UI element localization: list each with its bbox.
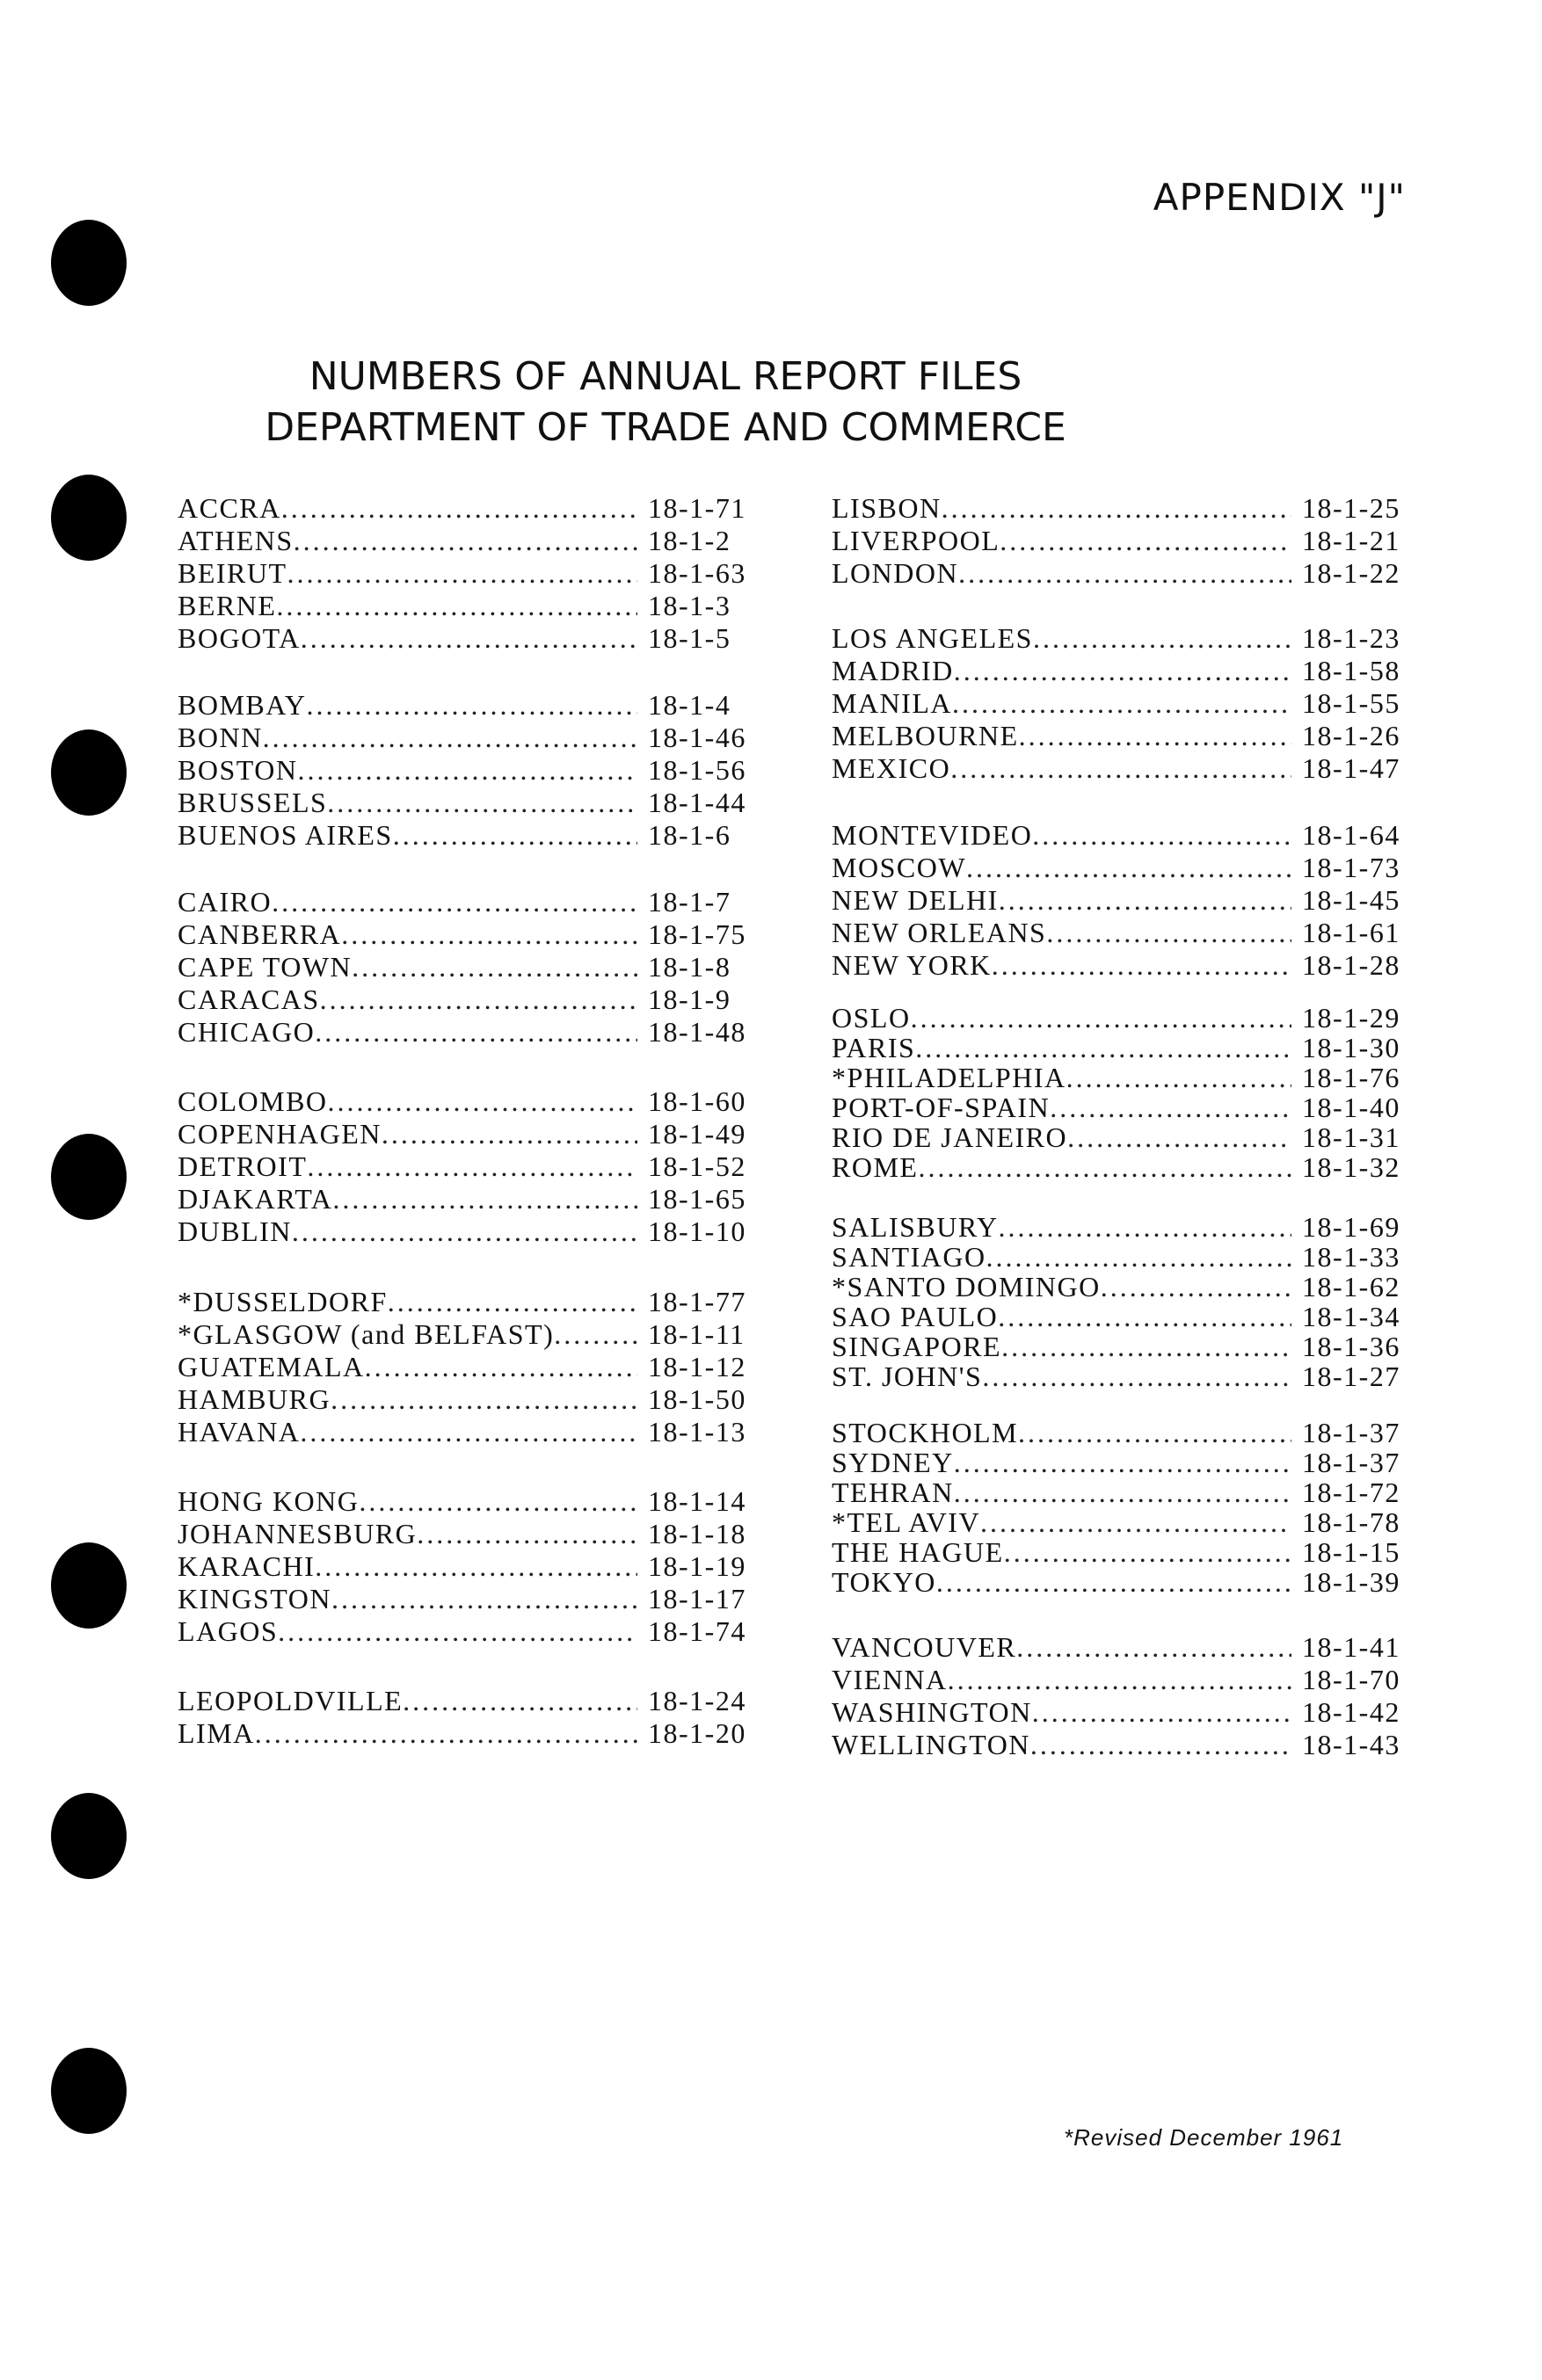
dot-leader	[276, 590, 637, 622]
file-number: 18-1-74	[648, 1615, 746, 1647]
file-number: 18-1-39	[1302, 1566, 1400, 1598]
city-name: *DUSSELDORF	[178, 1286, 388, 1317]
dot-leader	[1067, 1121, 1291, 1154]
dot-leader	[341, 918, 637, 951]
city-name: NEW DELHI	[832, 884, 999, 916]
file-number: 18-1-64	[1302, 819, 1400, 851]
file-number: 18-1-69	[1302, 1211, 1400, 1243]
city-name: SALISBURY	[832, 1211, 999, 1243]
binder-hole	[51, 2048, 127, 2134]
city-name: LAGOS	[178, 1615, 279, 1647]
list-item	[832, 720, 1407, 751]
city-name: *TEL AVIV	[832, 1506, 981, 1538]
file-number: 18-1-12	[648, 1351, 746, 1382]
dot-leader	[999, 884, 1291, 917]
file-number: 18-1-71	[648, 492, 746, 524]
list-item	[178, 1583, 753, 1614]
file-number: 18-1-13	[648, 1416, 746, 1448]
dot-leader	[1019, 720, 1291, 752]
list-item	[832, 1566, 1407, 1598]
city-name: TEHRAN	[832, 1477, 954, 1508]
city-name: BEIRUT	[178, 557, 287, 589]
list-item	[832, 1301, 1407, 1332]
list-item	[832, 1032, 1407, 1063]
city-name: VIENNA	[832, 1664, 948, 1695]
title-line-2: DEPARTMENT OF TRADE AND COMMERCE	[265, 405, 1066, 450]
list-item	[178, 1416, 753, 1448]
dot-leader	[982, 1361, 1291, 1393]
file-number: 18-1-24	[648, 1685, 746, 1716]
dot-leader	[315, 1550, 637, 1583]
file-number: 18-1-56	[648, 754, 746, 786]
city-name: WASHINGTON	[832, 1696, 1032, 1728]
list-item	[832, 819, 1407, 851]
dot-leader	[1050, 1092, 1291, 1124]
file-number: 18-1-22	[1302, 557, 1400, 589]
file-number: 18-1-18	[648, 1518, 746, 1549]
dot-leader	[263, 722, 637, 754]
list-item	[178, 918, 753, 950]
list-item	[832, 1121, 1407, 1153]
city-name: MOSCOW	[832, 852, 967, 883]
list-item	[178, 1318, 753, 1350]
file-number: 18-1-30	[1302, 1032, 1400, 1063]
list-item	[832, 1062, 1407, 1093]
file-number: 18-1-23	[1302, 622, 1400, 654]
binder-hole	[51, 220, 127, 306]
dot-leader	[328, 1085, 637, 1118]
dot-leader	[393, 819, 637, 852]
dot-leader	[952, 687, 1291, 720]
list-item	[178, 1685, 753, 1716]
dot-leader	[998, 1301, 1291, 1333]
dot-leader	[272, 886, 637, 918]
list-item	[178, 1717, 753, 1749]
list-item	[832, 492, 1407, 524]
city-name: MEXICO	[832, 752, 951, 784]
city-name: LISBON	[832, 492, 942, 524]
dot-leader	[1032, 1696, 1291, 1729]
file-number: 18-1-42	[1302, 1696, 1400, 1728]
revision-footnote: *Revised December 1961	[1064, 2124, 1344, 2151]
dot-leader	[292, 1215, 637, 1248]
file-number: 18-1-65	[648, 1183, 746, 1215]
list-item	[178, 1518, 753, 1549]
list-item	[832, 1002, 1407, 1034]
file-number: 18-1-5	[648, 622, 731, 654]
city-name: ROME	[832, 1151, 919, 1183]
city-name: CHICAGO	[178, 1016, 316, 1048]
dot-leader	[915, 1032, 1291, 1064]
list-item	[832, 687, 1407, 719]
file-number: 18-1-29	[1302, 1002, 1400, 1034]
dot-leader	[954, 1477, 1291, 1509]
file-number: 18-1-17	[648, 1583, 746, 1614]
city-name: STOCKHOLM	[832, 1417, 1019, 1448]
file-number: 18-1-7	[648, 886, 731, 918]
city-name: NEW ORLEANS	[832, 917, 1047, 948]
city-name: *SANTO DOMINGO	[832, 1271, 1101, 1302]
file-number: 18-1-2	[648, 525, 731, 556]
city-name: TOKYO	[832, 1566, 936, 1598]
city-name: JOHANNESBURG	[178, 1518, 418, 1549]
file-number: 18-1-62	[1302, 1271, 1400, 1302]
city-name: DUBLIN	[178, 1215, 292, 1247]
city-name: DJAKARTA	[178, 1183, 333, 1215]
dot-leader	[365, 1351, 637, 1383]
list-item	[178, 819, 753, 851]
list-item	[178, 1183, 753, 1215]
dot-leader	[331, 1583, 637, 1615]
list-item	[832, 1092, 1407, 1123]
city-name: LOS ANGELES	[832, 622, 1033, 654]
dot-leader	[320, 983, 637, 1016]
file-number: 18-1-72	[1302, 1477, 1400, 1508]
dot-leader	[1001, 1331, 1291, 1363]
file-number: 18-1-10	[648, 1215, 746, 1247]
list-item	[832, 752, 1407, 784]
dot-leader	[382, 1118, 637, 1150]
dot-leader	[287, 557, 637, 590]
file-number: 18-1-3	[648, 590, 731, 621]
list-item	[832, 1331, 1407, 1362]
city-name: MELBOURNE	[832, 720, 1019, 751]
file-number: 18-1-15	[1302, 1536, 1400, 1568]
city-name: ATHENS	[178, 525, 294, 556]
dot-leader	[300, 1416, 637, 1448]
list-item	[832, 1631, 1407, 1663]
city-name: CANBERRA	[178, 918, 342, 950]
city-name: COPENHAGEN	[178, 1118, 382, 1150]
file-number: 18-1-6	[648, 819, 731, 851]
dot-leader	[980, 1506, 1291, 1539]
city-name: HAVANA	[178, 1416, 301, 1448]
dot-leader	[417, 1518, 637, 1550]
file-number: 18-1-76	[1302, 1062, 1400, 1093]
city-name: LIVERPOOL	[832, 525, 1000, 556]
dot-leader	[911, 1002, 1291, 1034]
city-name: *PHILADELPHIA	[832, 1062, 1066, 1093]
city-name: MONTEVIDEO	[832, 819, 1033, 851]
list-item	[178, 722, 753, 753]
list-item	[832, 525, 1407, 556]
city-name: KINGSTON	[178, 1583, 331, 1614]
list-item	[832, 1477, 1407, 1508]
city-name: ST. JOHN'S	[832, 1361, 983, 1392]
file-number: 18-1-52	[648, 1150, 746, 1182]
list-item	[832, 1664, 1407, 1695]
city-name: VANCOUVER	[832, 1631, 1017, 1663]
file-number: 18-1-33	[1302, 1241, 1400, 1273]
dot-leader	[918, 1151, 1291, 1184]
binder-hole	[51, 729, 127, 816]
dot-leader	[1030, 1729, 1291, 1761]
city-name: BOSTON	[178, 754, 298, 786]
file-number: 18-1-40	[1302, 1092, 1400, 1123]
list-item	[178, 689, 753, 721]
dot-leader	[936, 1566, 1291, 1599]
dot-leader	[297, 754, 637, 787]
dot-leader	[307, 689, 637, 722]
list-item	[832, 884, 1407, 916]
list-item	[832, 1361, 1407, 1392]
city-name: LEOPOLDVILLE	[178, 1685, 404, 1716]
file-number: 18-1-78	[1302, 1506, 1400, 1538]
city-name: PORT-OF-SPAIN	[832, 1092, 1051, 1123]
dot-leader	[942, 492, 1291, 525]
list-item	[178, 1351, 753, 1382]
dot-leader	[966, 852, 1291, 884]
file-number: 18-1-25	[1302, 492, 1400, 524]
list-item	[832, 1211, 1407, 1243]
list-item	[832, 1151, 1407, 1183]
city-name: SINGAPORE	[832, 1331, 1002, 1362]
dot-leader	[948, 1664, 1291, 1696]
dot-leader	[1004, 1536, 1291, 1569]
file-number: 18-1-20	[648, 1717, 746, 1749]
city-name: OSLO	[832, 1002, 911, 1034]
file-number: 18-1-34	[1302, 1301, 1400, 1332]
dot-leader	[986, 1241, 1291, 1273]
list-item	[832, 655, 1407, 686]
list-item	[832, 1271, 1407, 1302]
city-name: SANTIAGO	[832, 1241, 986, 1273]
list-item	[832, 1729, 1407, 1760]
file-number: 18-1-55	[1302, 687, 1400, 719]
city-name: BRUSSELS	[178, 787, 328, 818]
list-item	[178, 886, 753, 918]
dot-leader	[332, 1183, 637, 1215]
city-name: RIO DE JANEIRO	[832, 1121, 1068, 1153]
dot-leader	[1066, 1062, 1291, 1094]
city-name: DETROIT	[178, 1150, 308, 1182]
file-number: 18-1-26	[1302, 720, 1400, 751]
list-item	[832, 852, 1407, 883]
dot-leader	[954, 655, 1291, 687]
file-number: 18-1-21	[1302, 525, 1400, 556]
dot-leader	[255, 1717, 637, 1750]
appendix-heading: APPENDIX "J"	[1153, 176, 1406, 219]
dot-leader	[992, 949, 1291, 982]
dot-leader	[1101, 1271, 1291, 1303]
city-name: MADRID	[832, 655, 954, 686]
dot-leader	[1032, 819, 1291, 852]
binder-hole	[51, 1134, 127, 1220]
city-name: SAO PAULO	[832, 1301, 999, 1332]
list-item	[178, 492, 753, 524]
dot-leader	[950, 752, 1291, 785]
list-item	[178, 1550, 753, 1582]
list-item	[178, 590, 753, 621]
file-number: 18-1-75	[648, 918, 746, 950]
list-item	[832, 1417, 1407, 1448]
list-item	[178, 525, 753, 556]
file-number: 18-1-14	[648, 1485, 746, 1517]
binder-hole	[51, 1542, 127, 1629]
list-item	[178, 951, 753, 983]
binder-hole	[51, 1793, 127, 1879]
city-name: COLOMBO	[178, 1085, 328, 1117]
city-name: CAPE TOWN	[178, 951, 353, 983]
file-number: 18-1-44	[648, 787, 746, 818]
city-name: BERNE	[178, 590, 277, 621]
list-item	[178, 557, 753, 589]
list-item	[832, 949, 1407, 981]
file-number: 18-1-27	[1302, 1361, 1400, 1392]
dot-leader	[307, 1150, 637, 1183]
list-item	[178, 1485, 753, 1517]
list-item	[832, 622, 1407, 654]
city-name: GUATEMALA	[178, 1351, 365, 1382]
dot-leader	[388, 1286, 637, 1318]
dot-leader	[954, 1447, 1291, 1479]
city-name: KARACHI	[178, 1550, 316, 1582]
file-number: 18-1-31	[1302, 1121, 1400, 1153]
dot-leader	[301, 622, 637, 655]
dot-leader	[352, 951, 637, 983]
file-number: 18-1-45	[1302, 884, 1400, 916]
list-item	[178, 754, 753, 786]
file-number: 18-1-28	[1302, 949, 1400, 981]
city-name: BUENOS AIRES	[178, 819, 393, 851]
list-item	[178, 1286, 753, 1317]
list-item	[832, 1696, 1407, 1728]
list-item	[178, 1383, 753, 1415]
file-number: 18-1-63	[648, 557, 746, 589]
list-item	[832, 917, 1407, 948]
city-name: *GLASGOW (and BELFAST)	[178, 1318, 555, 1350]
dot-leader	[1046, 917, 1291, 949]
city-name: PARIS	[832, 1032, 916, 1063]
file-number: 18-1-4	[648, 689, 731, 721]
list-item	[832, 1241, 1407, 1273]
dot-leader	[403, 1685, 637, 1717]
file-number: 18-1-37	[1302, 1447, 1400, 1478]
list-item	[178, 983, 753, 1015]
file-number: 18-1-61	[1302, 917, 1400, 948]
file-number: 18-1-32	[1302, 1151, 1400, 1183]
list-item	[832, 1536, 1407, 1568]
list-item	[832, 1447, 1407, 1478]
file-number: 18-1-60	[648, 1085, 746, 1117]
list-item	[832, 1506, 1407, 1538]
city-name: MANILA	[832, 687, 952, 719]
file-number: 18-1-48	[648, 1016, 746, 1048]
file-number: 18-1-43	[1302, 1729, 1400, 1760]
list-item	[178, 622, 753, 654]
dot-leader	[315, 1016, 637, 1049]
file-number: 18-1-37	[1302, 1417, 1400, 1448]
dot-leader	[1016, 1631, 1291, 1664]
dot-leader	[999, 1211, 1291, 1244]
city-name: LIMA	[178, 1717, 255, 1749]
list-item	[832, 557, 1407, 589]
city-name: LONDON	[832, 557, 959, 589]
city-name: ACCRA	[178, 492, 281, 524]
file-number: 18-1-73	[1302, 852, 1400, 883]
file-number: 18-1-46	[648, 722, 746, 753]
city-name: HAMBURG	[178, 1383, 331, 1415]
binder-hole	[51, 475, 127, 561]
file-number: 18-1-58	[1302, 655, 1400, 686]
list-item	[178, 1016, 753, 1048]
city-name: CAIRO	[178, 886, 273, 918]
city-name: THE HAGUE	[832, 1536, 1004, 1568]
city-name: BOMBAY	[178, 689, 307, 721]
file-number: 18-1-50	[648, 1383, 746, 1415]
file-number: 18-1-36	[1302, 1331, 1400, 1362]
city-name: SYDNEY	[832, 1447, 954, 1478]
dot-leader	[554, 1318, 637, 1351]
dot-leader	[1033, 622, 1291, 655]
city-name: BONN	[178, 722, 263, 753]
file-number: 18-1-41	[1302, 1631, 1400, 1663]
dot-leader	[294, 525, 637, 557]
city-name: WELLINGTON	[832, 1729, 1030, 1760]
dot-leader	[278, 1615, 637, 1648]
city-name: NEW YORK	[832, 949, 992, 981]
dot-leader	[327, 787, 637, 819]
title-line-1: NUMBERS OF ANNUAL REPORT FILES	[309, 354, 1022, 399]
dot-leader	[359, 1485, 637, 1518]
list-item	[178, 1150, 753, 1182]
page-title	[0, 352, 1542, 454]
list-item	[178, 1085, 753, 1117]
file-number: 18-1-49	[648, 1118, 746, 1150]
city-name: HONG KONG	[178, 1485, 360, 1517]
dot-leader	[1018, 1417, 1291, 1449]
dot-leader	[1000, 525, 1291, 557]
file-number: 18-1-77	[648, 1286, 746, 1317]
list-item	[178, 1118, 753, 1150]
file-number: 18-1-8	[648, 951, 731, 983]
file-number: 18-1-19	[648, 1550, 746, 1582]
list-item	[178, 1215, 753, 1247]
file-number: 18-1-70	[1302, 1664, 1400, 1695]
dot-leader	[331, 1383, 637, 1416]
file-number: 18-1-9	[648, 983, 731, 1015]
dot-leader	[958, 557, 1291, 590]
list-item	[178, 787, 753, 818]
file-number: 18-1-11	[648, 1318, 746, 1350]
list-item	[178, 1615, 753, 1647]
file-number: 18-1-47	[1302, 752, 1400, 784]
city-name: CARACAS	[178, 983, 320, 1015]
city-name: BOGOTA	[178, 622, 301, 654]
dot-leader	[281, 492, 637, 525]
